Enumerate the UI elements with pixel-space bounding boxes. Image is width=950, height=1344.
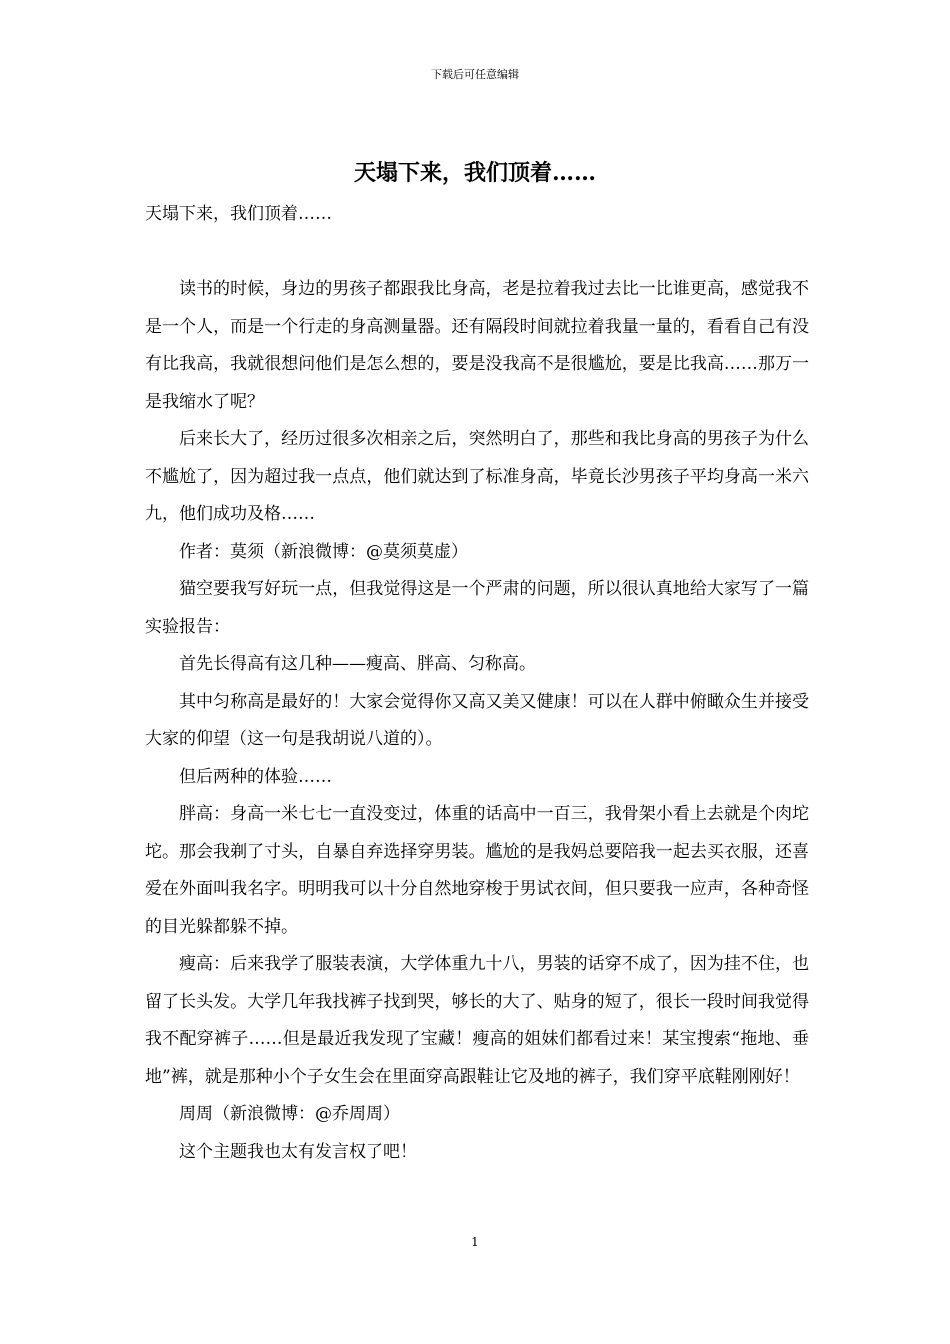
page-number: 1 (471, 1235, 479, 1249)
paragraph: 这个主题我也太有发言权了吧！ (179, 1141, 417, 1162)
paragraph: 瘦高：后来我学了服装表演，大学体重九十八，男装的话穿不成了，因为挂不住，也留了长头发。大学几年我找裤子找到哭，够长的大了、贴身的短了，很长一段时间我觉得我不配穿裤子……但是最近我发现了宝藏！瘦高的姐妹们都看过来！某宝搜索“拖地、垂地”裤，就是那种小个子女生会在里面穿高跟鞋让它及地的裤子，我们穿平底鞋刚刚好！ (145, 954, 809, 1087)
paragraph: 但后两种的体验…… (179, 766, 332, 787)
page-header-note: 下载后可任意编辑 (431, 68, 519, 81)
document-title: 天塌下来，我们顶着…… (353, 160, 596, 186)
author-credit: 周周（新浪微博：@乔周周） (179, 1104, 400, 1124)
paragraph: 胖高：身高一米七七一直没变过，体重的话高中一百三，我骨架小看上去就是个肉坨坨。那会我剃了寸头，自暴自弃选择穿男装。尴尬的是我妈总要陪我一起去买衣服，还喜爱在外面叫我名字。明明我可以十分自然地穿梭于男试衣间，但只要我一应声，各种奇怪的目光躲都躲不掉。 (145, 804, 809, 937)
paragraph: 读书的时候，身边的男孩子都跟我比身高，老是拉着我过去比一比谁更高，感觉我不是一个人，而是一个行走的身高测量器。还有隔段时间就拉着我量一量的，看看自己有没有比我高，我就很想问他们是怎么想的，要是没我高不是很尴尬，要是比我高……那万一是我缩水了呢？ (145, 279, 809, 412)
author-credit: 作者：莫须（新浪微博：@莫须莫虚） (179, 541, 468, 562)
paragraph: 后来长大了，经历过很多次相亲之后，突然明白了，那些和我比身高的男孩子为什么不尴尬了，因为超过我一点点，他们就达到了标准身高，毕竟长沙男孩子平均身高一米六九，他们成功及格…… (145, 429, 809, 524)
paragraph: 其中匀称高是最好的！大家会觉得你又高又美又健康！可以在人群中俯瞰众生并接受大家的仰望（这一句是我胡说八道的）。 (145, 691, 809, 749)
document-body (145, 196, 809, 1171)
blank-line (145, 234, 809, 272)
paragraph: 首先长得高有这几种——瘦高、胖高、匀称高。 (179, 654, 536, 674)
subtitle-line: 天塌下来，我们顶着…… (145, 204, 332, 224)
paragraph: 猫空要我写好玩一点，但我觉得这是一个严肃的问题，所以很认真地给大家写了一篇实验报告： (145, 579, 809, 637)
